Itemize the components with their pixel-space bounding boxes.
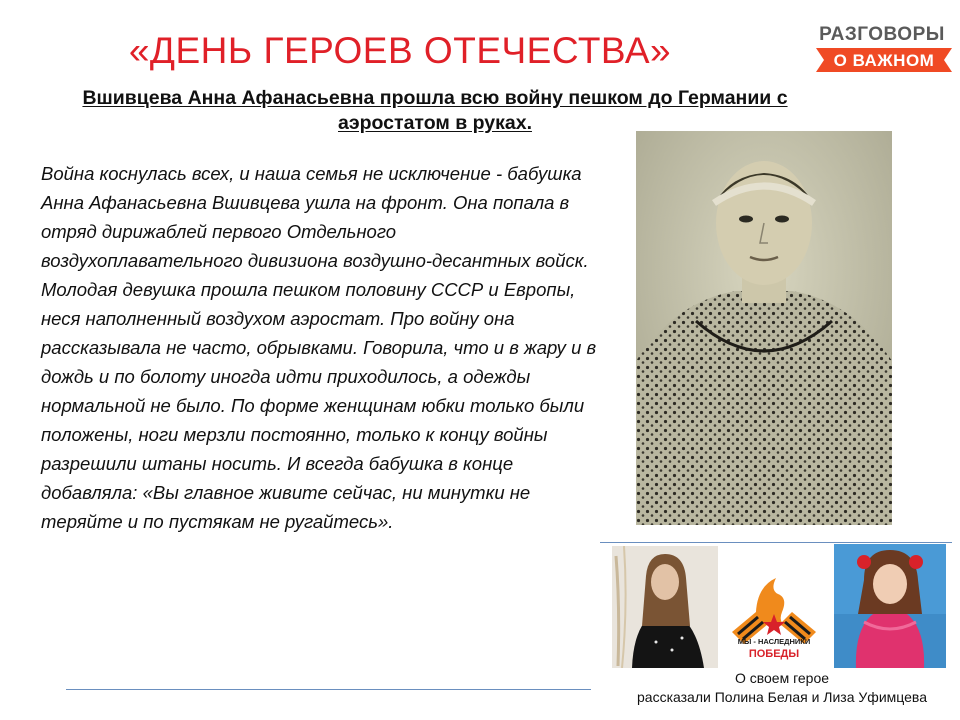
logo-line2: О ВАЖНОМ	[833, 51, 935, 70]
divider-bottom	[66, 689, 591, 690]
emblem-line2: ПОБЕДЫ	[748, 648, 800, 660]
narrators-caption	[604, 669, 960, 707]
narrator-photo-polina	[612, 546, 718, 668]
caption-line2: рассказали Полина Белая и Лиза Уфимцева	[637, 689, 927, 705]
heirs-of-victory-emblem	[726, 568, 822, 664]
story-text: Война коснулась всех, и наша семья не исключение - бабушка Анна Афанасьевна Вшивцева ушла на фронт. Она попала в отряд дирижаблей первого Отдельного воздухоплавательного дивизиона воздушно-десантных войск. Молодая девушка прошла пешком половину СССР и Европы, неся наполненный воздухом аэростат. Про войну она рассказывала не часто, обрывками. Говорила, что и в жару и в дождь и по болоту иногда идти приходилось, а одежды нормальной не было. По форме женщинам юбки только были положены, ноги мерзли постоянно, только к концу войны разрешили штаны носить. И всегда бабушка в конце добавляла: «Вы главное живите сейчас, ни минутки не теряйте и по пустякам не ругайтесь».	[41, 163, 597, 532]
logo-line1: РАЗГОВОРЫ	[819, 24, 945, 45]
page-title: «ДЕНЬ ГЕРОЕВ ОТЕЧЕСТВА»	[128, 30, 672, 71]
caption-line1: О своем герое	[734, 670, 830, 686]
subtitle-text: Вшивцева Анна Афанасьевна прошла всю войну пешком до Германии с аэростатом в руках.	[82, 87, 788, 134]
page-subtitle	[60, 86, 810, 136]
emblem-line1: МЫ - НАСЛЕДНИКИ	[737, 637, 811, 646]
razgovory-logo	[804, 18, 956, 78]
logo-graphic	[804, 18, 956, 78]
narrator-photo-liza	[834, 544, 946, 668]
divider-top	[600, 542, 952, 543]
heroine-photo	[636, 131, 892, 525]
